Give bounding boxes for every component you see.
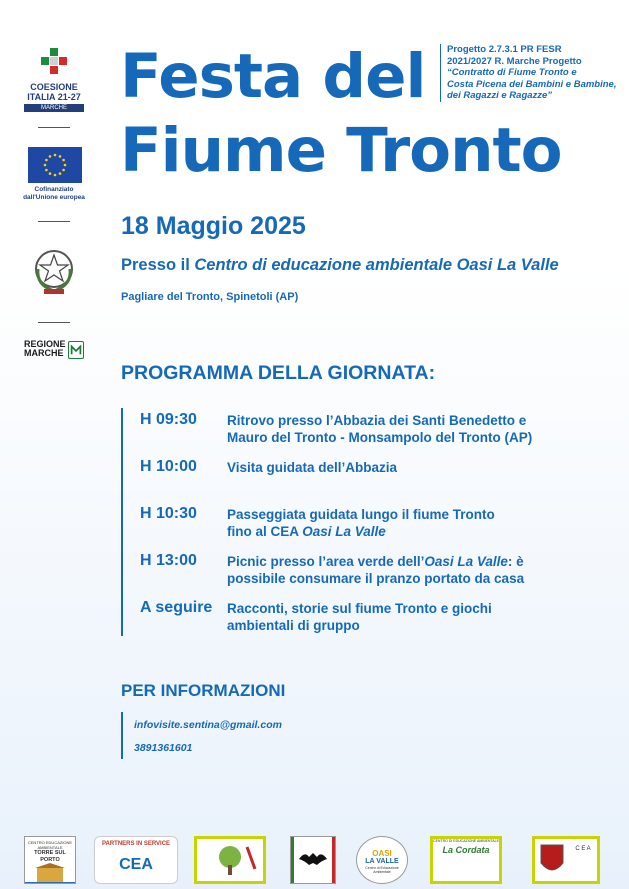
cordata-name: La Cordata bbox=[442, 845, 490, 855]
torre-line2: TORRE SUL PORTO bbox=[34, 850, 66, 863]
cordata-top: CENTRO DI EDUCAZIONE AMBIENTALE bbox=[433, 839, 499, 843]
cea-partners-logo bbox=[94, 836, 178, 884]
coesione-italia-logo bbox=[24, 48, 84, 112]
project-italic3: dei Ragazzi e Ragazze” bbox=[447, 90, 553, 101]
desc-italic: Oasi La Valle bbox=[302, 523, 386, 539]
cea-right-logo bbox=[532, 836, 600, 884]
desc-text: : è bbox=[507, 554, 524, 569]
bat-icon bbox=[291, 837, 335, 883]
venue-prefix: Presso il bbox=[121, 256, 195, 274]
crest-icon bbox=[537, 841, 567, 881]
program-desc-line: Passeggiata guidata lungo il fiume Tronto bbox=[227, 507, 495, 522]
program-desc-line bbox=[227, 554, 597, 571]
cea-header: PARTNERS IN SERVICE bbox=[101, 841, 171, 847]
desc-text: fino al CEA bbox=[227, 523, 303, 539]
cea-right-text: C E A bbox=[575, 846, 591, 852]
oasi-la-valle-logo bbox=[356, 836, 408, 884]
cea-name: CEA bbox=[119, 855, 153, 873]
program-time: A seguire bbox=[140, 599, 213, 616]
program-time: H 13:00 bbox=[140, 552, 197, 569]
oasi-sub: Centro di Educazione Ambientale bbox=[365, 866, 399, 874]
coesione-line3: MARCHE bbox=[24, 104, 84, 112]
eu-cofinanziato-text bbox=[18, 186, 90, 202]
tree-icon bbox=[197, 839, 263, 881]
desc-text: Picnic presso l’area verde dell’ bbox=[227, 554, 425, 569]
italian-republic-emblem-icon bbox=[30, 245, 78, 297]
regione-marche-logo bbox=[24, 340, 66, 358]
venue-name: Centro di educazione ambientale Oasi La Valle bbox=[194, 256, 559, 274]
program-desc-line: Racconti, storie sul fiume Tronto e giochi bbox=[227, 601, 492, 616]
tower-icon bbox=[25, 863, 75, 884]
sidebar-divider bbox=[38, 127, 70, 128]
project-description bbox=[440, 44, 629, 102]
oasi-name2: LA VALLE bbox=[365, 858, 399, 865]
project-line2: 2021/2027 R. Marche Progetto bbox=[447, 55, 582, 67]
la-cordata-logo bbox=[430, 836, 502, 884]
contact-phone[interactable]: 3891361601 bbox=[134, 742, 193, 754]
info-heading: PER INFORMAZIONI bbox=[121, 681, 286, 700]
program-desc-line bbox=[227, 524, 597, 541]
eu-text-line2: dall'Unione europea bbox=[23, 194, 85, 201]
program-time: H 10:30 bbox=[140, 505, 197, 522]
project-italic2: Costa Picena dei Bambini e Bambine, bbox=[447, 78, 617, 90]
program-desc-line: Visita guidata dell’Abbazia bbox=[227, 460, 398, 475]
eu-text-line1: Cofinanziato bbox=[34, 186, 74, 193]
program-description bbox=[227, 554, 597, 587]
event-date: 18 Maggio 2025 bbox=[121, 212, 306, 240]
coesione-line2: ITALIA 21-27 bbox=[27, 92, 81, 102]
program-time: H 09:30 bbox=[140, 411, 197, 428]
regione-line1: REGIONE bbox=[24, 339, 66, 349]
desc-italic: Oasi La Valle bbox=[424, 554, 508, 569]
event-location: Pagliare del Tronto, Spinetoli (AP) bbox=[121, 291, 299, 303]
program-timeline-bar bbox=[121, 408, 123, 636]
regione-marche-mark-icon bbox=[68, 341, 84, 359]
project-line1: Progetto 2.7.3.1 PR FESR bbox=[447, 44, 562, 55]
bat-association-logo bbox=[290, 836, 336, 884]
program-description bbox=[227, 413, 597, 446]
title-line1: Festa del bbox=[120, 41, 426, 112]
program-description bbox=[227, 601, 597, 634]
info-bar bbox=[121, 712, 123, 759]
oasi-name1: OASI bbox=[372, 849, 392, 858]
contact-email[interactable]: infovisite.sentina@gmail.com bbox=[134, 719, 282, 731]
program-description bbox=[227, 507, 597, 540]
program-heading: PROGRAMMA DELLA GIORNATA: bbox=[121, 362, 436, 384]
program-desc-line: Mauro del Tronto - Monsampolo del Tronto (AP) bbox=[227, 429, 533, 445]
regione-line2: MARCHE bbox=[24, 348, 64, 358]
sidebar-divider bbox=[38, 322, 70, 323]
coesione-line1: COESIONE bbox=[30, 82, 78, 92]
green-partner-logo bbox=[194, 836, 266, 884]
sidebar-divider bbox=[38, 221, 70, 222]
program-time: H 10:00 bbox=[140, 458, 197, 475]
eu-flag-icon bbox=[28, 147, 82, 183]
event-venue bbox=[121, 256, 559, 275]
program-description bbox=[227, 460, 597, 477]
program-desc-line: possibile consumare il pranzo portato da casa bbox=[227, 570, 525, 586]
torre-line1: CENTRO EDUCAZIONE AMBIENTALE bbox=[27, 840, 73, 850]
program-desc-line: ambientali di gruppo bbox=[227, 617, 360, 633]
coesione-mark-icon bbox=[41, 48, 67, 74]
project-italic1: “Contratto di Fiume Tronto e bbox=[447, 67, 577, 78]
program-desc-line: Ritrovo presso l’Abbazia dei Santi Benedetto e bbox=[227, 413, 527, 428]
torre-sul-porto-logo bbox=[24, 836, 76, 884]
title-line2: Fiume Tronto bbox=[120, 115, 562, 186]
